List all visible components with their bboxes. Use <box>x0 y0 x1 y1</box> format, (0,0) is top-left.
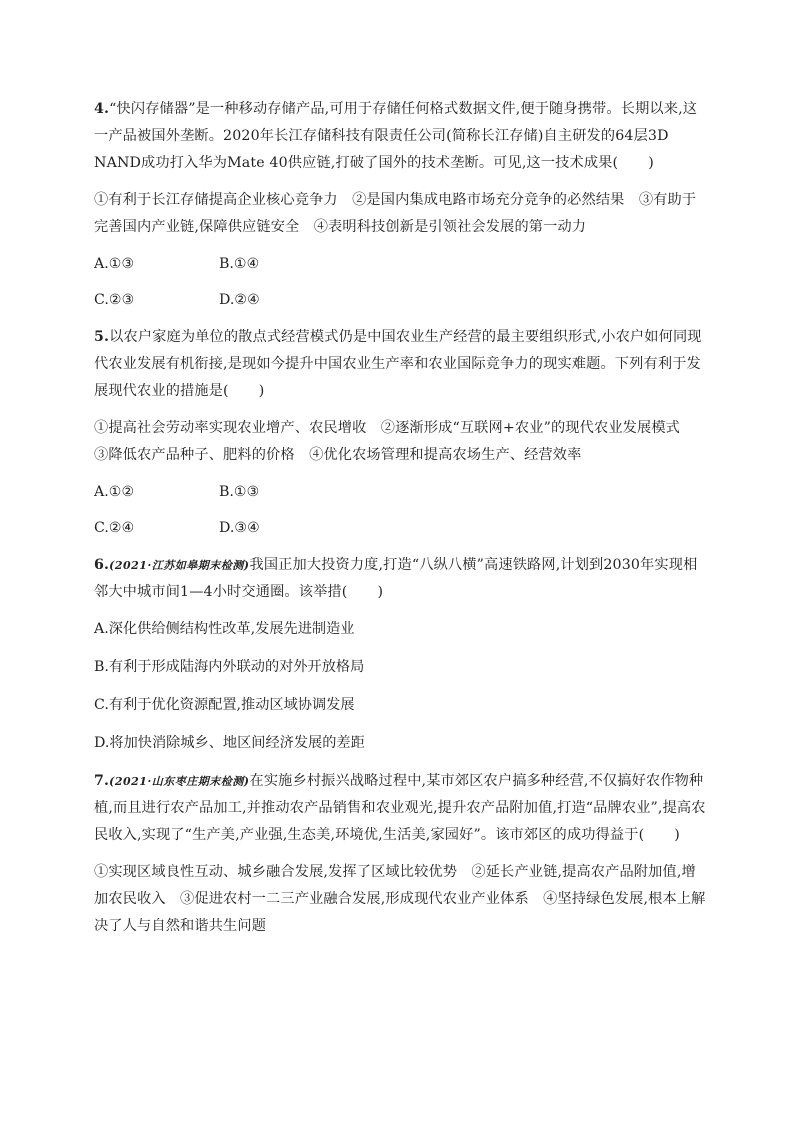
option-d[interactable]: D.②④ <box>219 292 260 308</box>
question-statements: ①提高社会劳动率实现农业增产、农民增收 ②逐渐形成“互联网+农业”的现代农业发展模式 ③降低农产品种子、肥料的价格 ④优化农场管理和提高农场生产、经营效率 <box>94 420 695 463</box>
options-row <box>94 479 706 506</box>
option-c[interactable]: C.②③ <box>94 292 135 308</box>
option-d[interactable]: D.③④ <box>219 520 260 536</box>
paren-close: ) <box>258 383 265 399</box>
question-text: 我国正加大投资力度,打造“八纵八横”高速铁路网,计划到2030年实现相邻大中城市间1—4小时交通圈。该举措( <box>94 557 698 600</box>
question-6 <box>94 552 706 757</box>
question-text: 以农户家庭为单位的散点式经营模式仍是中国农业生产经营的最主要组织形式,小农户如何同现代农业发展有机衔接,是现如今提升中国农业生产率和农业国际竞争力的现实难题。下列有利于发展现代农业的措施是( <box>94 329 702 399</box>
question-number: 5. <box>94 329 110 345</box>
option-b[interactable]: B.①③ <box>219 484 260 500</box>
option-c[interactable]: C.②④ <box>94 520 135 536</box>
question-number: 4. <box>94 101 110 117</box>
option-c[interactable]: C.有利于优化资源配置,推动区域协调发展 <box>94 697 355 713</box>
question-stem <box>94 96 706 177</box>
option-a[interactable]: A.①② <box>94 484 135 500</box>
question-stem <box>94 768 706 849</box>
option-b[interactable]: B.①④ <box>219 256 260 272</box>
question-text: 在实施乡村振兴战略过程中,某市郊区农户搞多种经营,不仅搞好农作物种植,而且进行农产品加工,并推动农产品销售和农业观光,提升农产品附加值,打造“品牌农业”,提高农民收入,实现了“生产美,产业强,生态美,环境优,生活美,家园好”。该市郊区的成功得益于( <box>94 773 706 843</box>
question-source: (2021·山东枣庄期末检测) <box>109 775 250 788</box>
question-number: 6. <box>94 557 110 573</box>
options-row <box>94 287 706 314</box>
options-row <box>94 515 706 542</box>
question-7 <box>94 768 706 940</box>
question-stem <box>94 552 706 606</box>
option-a[interactable]: A.①③ <box>94 256 135 272</box>
question-text: “快闪存储器”是一种移动存储产品,可用于存储任何格式数据文件,便于随身携带。长期以来,这一产品被国外垄断。2020年长江存储科技有限责任公司(简称长江存储)自主研发的64层3D NAND成功打入华为Mate 40供应链,打破了国外的技术垄断。可见,这一技术成果( <box>94 101 698 171</box>
paren-close: ) <box>674 827 680 843</box>
question-5 <box>94 324 706 542</box>
question-stem <box>94 324 706 405</box>
paren-close: ) <box>377 584 384 600</box>
option-b[interactable]: B.有利于形成陆海内外联动的对外开放格局 <box>94 659 365 675</box>
question-statements: ①有利于长江存储提高企业核心竞争力 ②是国内集成电路市场充分竞争的必然结果 ③有助于完善国内产业链,保障供应链安全 ④表明科技创新是引领社会发展的第一动力 <box>94 192 697 235</box>
paren-close: ) <box>648 155 654 171</box>
options-row <box>94 251 706 278</box>
question-4 <box>94 96 706 314</box>
document-page <box>94 96 706 950</box>
option-d[interactable]: D.将加快消除城乡、地区间经济发展的差距 <box>94 735 365 751</box>
question-statements: ①实现区域良性互动、城乡融合发展,发挥了区域比较优势 ②延长产业链,提高农产品附加值,增加农民收入 ③促进农村一二三产业融合发展,形成现代农业产业体系 ④坚持绿色发展,根本上解决了人与自然和谐共生问题 <box>94 864 706 934</box>
question-number: 7. <box>94 773 110 789</box>
option-a[interactable]: A.深化供给侧结构性改革,发展先进制造业 <box>94 621 355 637</box>
question-source: (2021·江苏如皋期末检测) <box>109 559 250 572</box>
